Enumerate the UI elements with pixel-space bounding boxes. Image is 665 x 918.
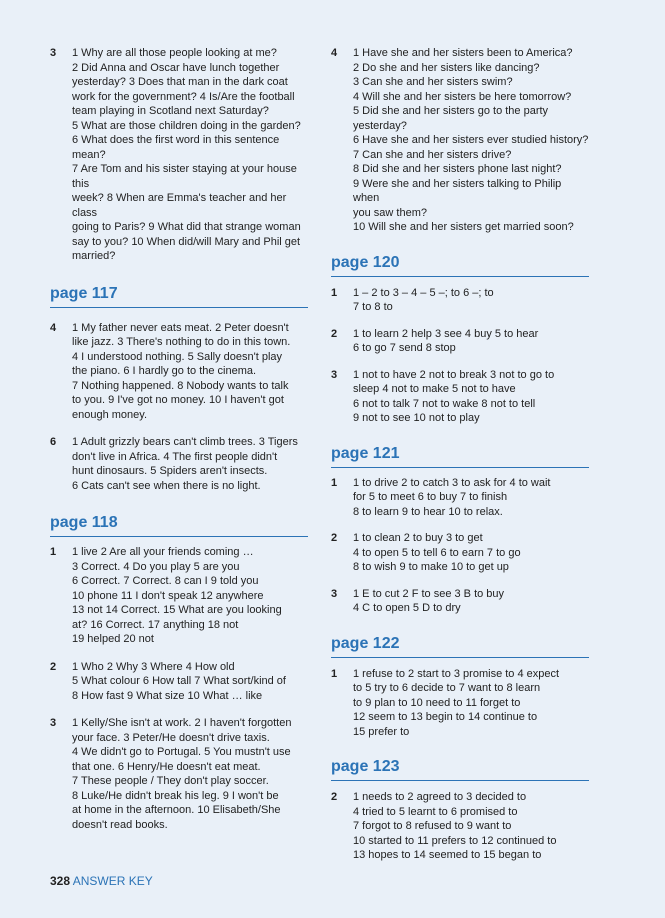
page-heading: page 120: [331, 253, 589, 277]
exercise-number: 3: [50, 717, 57, 729]
exercise-answers: 1 Adult grizzly bears can't climb trees. 3 Tigers don't live in Africa. 4 The first people didn't hunt dinosaurs. 5 Spiders aren't insects. 6 Cats can't see when there is no light.: [72, 436, 298, 492]
exercise-block: [50, 321, 308, 423]
exercise-answers: 1 – 2 to 3 – 4 – 5 –; to 6 –; to 7 to 8 to: [353, 286, 494, 313]
left-column: [50, 46, 308, 832]
exercise-answers: 1 Kelly/She isn't at work. 2 I haven't forgotten your face. 3 Peter/He doesn't drive taxis. 4 We didn't go to Portugal. 5 You mustn't use that one. 6 Henry/He doesn't eat meat. 7 These people / They don't play soccer. 8 Luke/He didn't break his leg. 9 I won't be at home in the afternoon. 10 Elisabeth/She doesn't read books.: [72, 717, 292, 831]
exercise-number: 3: [331, 368, 338, 381]
exercise-block: [331, 327, 589, 356]
exercise-number: 3: [331, 587, 338, 600]
exercise-block: [50, 660, 308, 704]
exercise-block: [50, 545, 308, 647]
exercise-block: [50, 46, 308, 264]
exercise-block: [331, 667, 589, 740]
exercise-block: [331, 368, 589, 426]
exercise-number: 4: [331, 47, 338, 59]
exercise-block: [331, 587, 589, 616]
exercise-number: 1: [331, 667, 338, 680]
exercise-number: 1: [331, 286, 338, 299]
page-number: 328: [50, 874, 71, 888]
exercise-number: 2: [50, 660, 57, 673]
exercise-answers: 1 Why are all those people looking at me? 2 Did Anna and Oscar have lunch together yesterday? 3 Does that man in the dark coat work for the government? 4 Is/Are the football team playing in Scotland next Saturday? 5 What are those children doing in the garden? 6 What does the first word in this sentence mean? 7 Are Tom and his sister staying at your house this week? 8 When are Emma's teacher and her class going to Paris? 9 What did that strange woman say to you? 10 When did/will Mary and Phil get married?: [72, 47, 301, 262]
exercise-block: [331, 46, 589, 235]
page-heading: page 122: [331, 634, 589, 658]
exercise-block: [331, 286, 589, 315]
exercise-block: [331, 790, 589, 863]
exercise-answers: 1 not to have 2 not to break 3 not to go to sleep 4 not to make 5 not to have 6 not to talk 7 not to wake 8 not to tell 9 not to see 10 not to play: [353, 368, 555, 424]
exercise-block: [50, 716, 308, 832]
page-heading: page 121: [331, 444, 589, 468]
exercise-answers: 1 live 2 Are all your friends coming … 3 Correct. 4 Do you play 5 are you 6 Correct. 7 Correct. 8 can I 9 told you 10 phone 11 I don't speak 12 anywhere 13 not 14 Correct. 15 What are you looking at? 16 Correct. 17 anything 18 not 19 helped 20 not: [72, 546, 282, 645]
exercise-number: 3: [50, 47, 57, 59]
exercise-block: [331, 476, 589, 520]
exercise-block: [331, 531, 589, 575]
exercise-answers: 1 needs to 2 agreed to 3 decided to 4 tried to 5 learnt to 6 promised to 7 forgot to 8 refused to 9 want to 10 started to 11 prefers to 12 continued to 13 hopes to 14 seemed to 15 began to: [353, 791, 557, 861]
exercise-answers: 1 to clean 2 to buy 3 to get 4 to open 5 to tell 6 to earn 7 to go 8 to wish 9 to make 10 to get up: [353, 532, 521, 573]
exercise-answers: 1 to learn 2 help 3 see 4 buy 5 to hear 6 to go 7 send 8 stop: [353, 327, 539, 354]
exercise-number: 4: [50, 321, 57, 334]
section-label: ANSWER KEY: [72, 874, 153, 888]
exercise-answers: 1 Have she and her sisters been to America? 2 Do she and her sisters like dancing? 3 Can she and her sisters swim? 4 Will she and her sisters be here tomorrow? 5 Did she and her sisters go to the party yesterday? 6 Have she and her sisters ever studied history? 7 Can she and her sisters drive? 8 Did she and her sisters phone last night? 9 Were she and her sisters talking to Philip when you saw them? 10 Will she and her sisters get married soon?: [353, 47, 589, 233]
exercise-block: [50, 435, 308, 493]
exercise-number: 2: [331, 532, 338, 544]
exercise-answers: 1 to drive 2 to catch 3 to ask for 4 to wait for 5 to meet 6 to buy 7 to finish 8 to learn 9 to hear 10 to relax.: [353, 476, 551, 518]
exercise-number: 2: [331, 327, 338, 340]
exercise-number: 1: [331, 476, 338, 489]
exercise-answers: 1 refuse to 2 start to 3 promise to 4 expect to 5 try to 6 decide to 7 want to 8 learn to 9 plan to 10 need to 11 forget to 12 seem to 13 begin to 14 continue to 15 prefer to: [353, 667, 560, 738]
right-column: [331, 46, 589, 863]
exercise-answers: 1 E to cut 2 F to see 3 B to buy 4 C to open 5 D to dry: [353, 587, 505, 614]
exercise-answers: 1 My father never eats meat. 2 Peter doesn't like jazz. 3 There's nothing to do in this town. 4 I understood nothing. 5 Sally doesn't play the piano. 6 I hardly go to the cinema. 7 Nothing happened. 8 Nobody wants to talk to you. 9 I've got no money. 10 I haven't got enough money.: [72, 321, 291, 421]
page-footer: [50, 873, 153, 889]
exercise-number: 2: [331, 791, 338, 803]
exercise-number: 1: [50, 546, 57, 558]
page-heading: page 118: [50, 513, 308, 537]
page-heading: page 123: [331, 757, 589, 781]
exercise-number: 6: [50, 436, 57, 448]
page-heading: page 117: [50, 284, 308, 308]
exercise-answers: 1 Who 2 Why 3 Where 4 How old 5 What colour 6 How tall 7 What sort/kind of 8 How fast 9 What size 10 What … like: [72, 660, 286, 702]
